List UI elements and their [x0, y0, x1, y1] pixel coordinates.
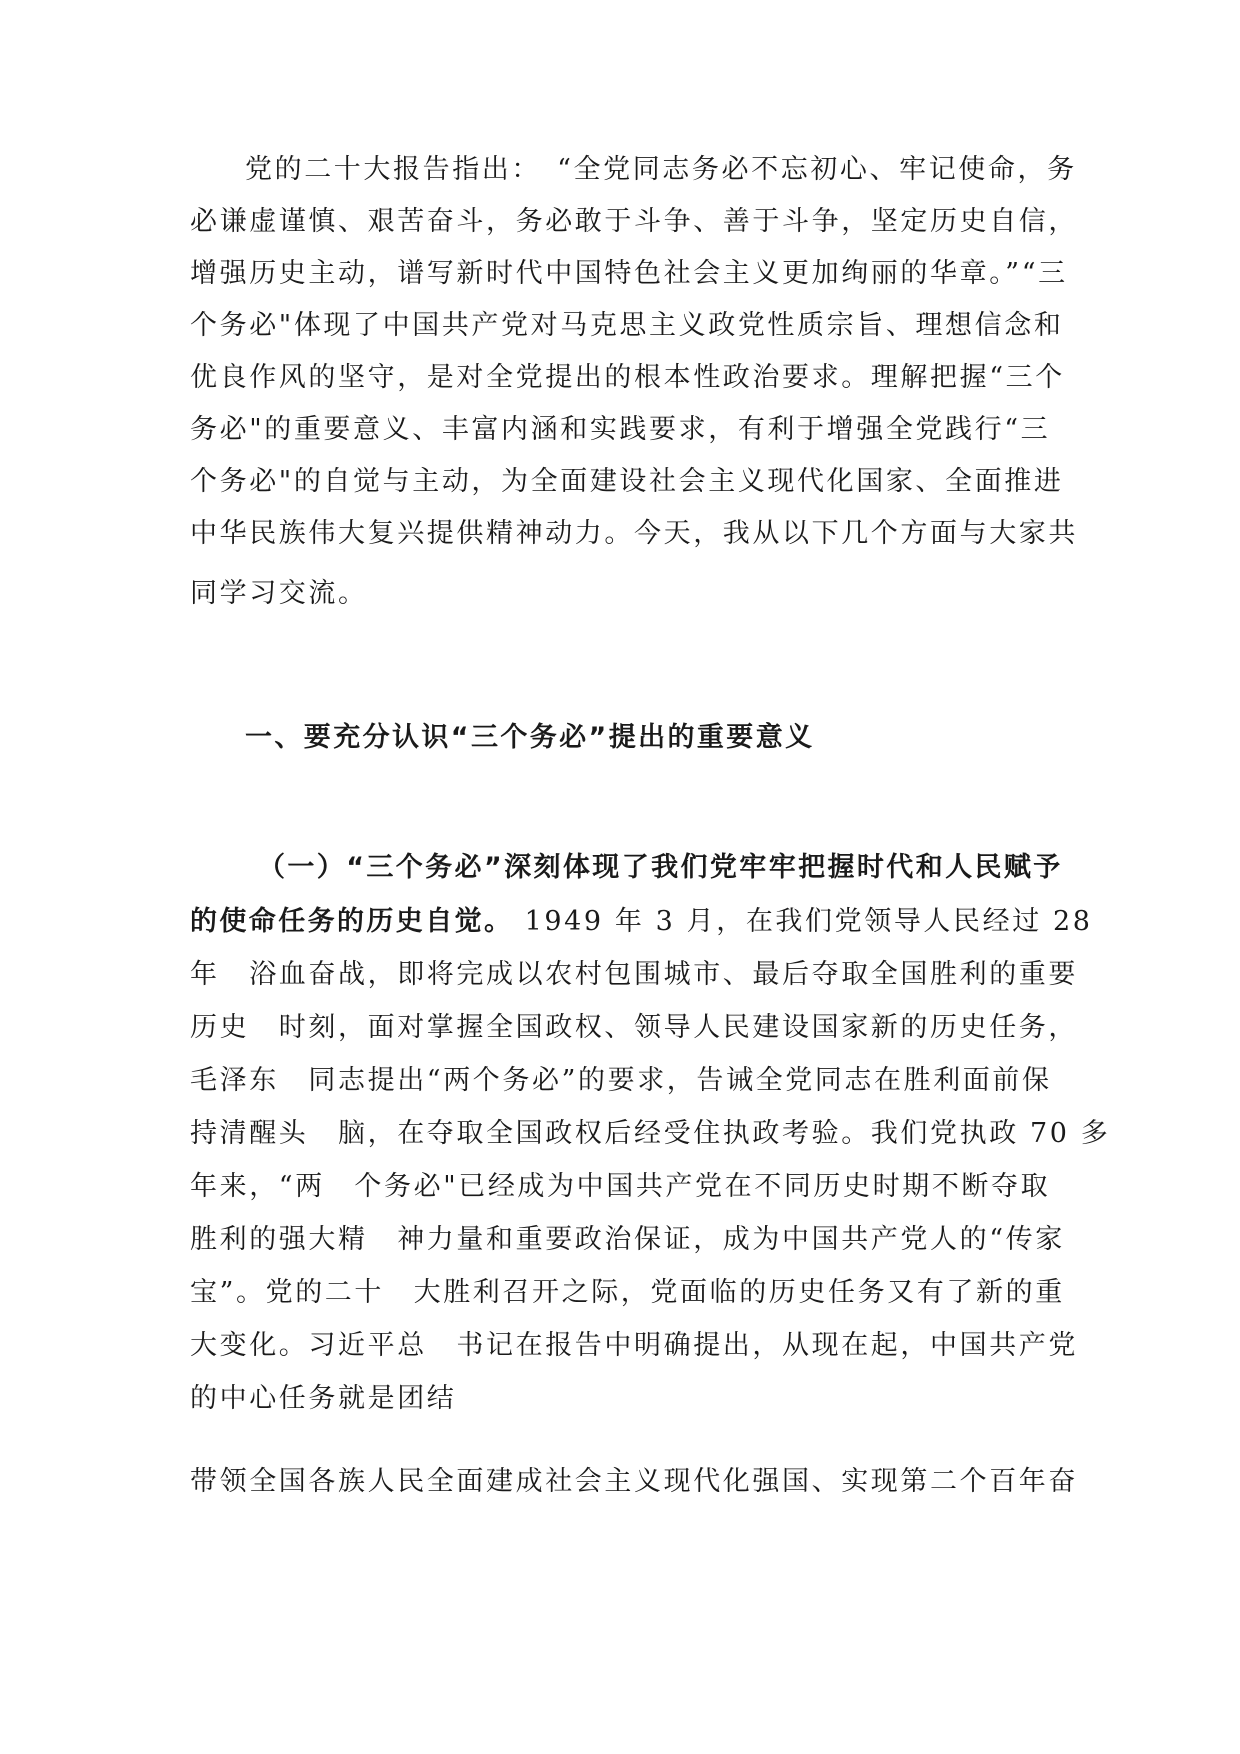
intro-line-4: 个务必"体现了中国共产党对马克思主义政党性质宗旨、理想信念和	[190, 310, 1064, 341]
subsection-line-2	[190, 902, 1093, 942]
intro-line-3: 增强历史主动，谱写新时代中国特色社会主义更加绚丽的华章。”“三	[190, 258, 1068, 289]
body-line-10: 带领全国各族人民全面建成社会主义现代化强国、实现第二个百年奋	[190, 1466, 1078, 1497]
body-line-3: 毛泽东 同志提出“两个务必”的要求，告诫全党同志在胜利面前保	[190, 1065, 1052, 1096]
intro-line-5: 优良作风的坚守，是对全党提出的根本性政治要求。理解把握“三个	[190, 362, 1065, 393]
body-line-2: 历史 时刻，面对掌握全国政权、领导人民建设国家新的历史任务，	[190, 1012, 1078, 1043]
subsection-heading: （一）“三个务必”深刻体现了我们党牢牢把握时代和人民赋予	[258, 852, 1063, 883]
body-line-6: 胜利的强大精 神力量和重要政治保证，成为中国共产党人的“传家	[190, 1224, 1065, 1255]
body-line-1: 年 浴血奋战，即将完成以农村包围城市、最后夺取全国胜利的重要	[190, 959, 1078, 990]
intro-line-8: 中华民族伟大复兴提供精神动力。今天，我从以下几个方面与大家共	[190, 518, 1078, 549]
body-text-start: 1949 年 3 月，在我们党领导人民经过 28	[513, 906, 1093, 937]
intro-line-7: 个务必"的自觉与主动，为全面建设社会主义现代化国家、全面推进	[190, 466, 1064, 497]
section-heading: 一、要充分认识“三个务必”提出的重要意义	[245, 722, 815, 753]
intro-line-1: 党的二十大报告指出： “全党同志务必不忘初心、牢记使命，务	[245, 154, 1077, 185]
subsection-heading-continued: 的使命任务的历史自觉。	[190, 906, 514, 937]
body-line-8: 大变化。习近平总 书记在报告中明确提出，从现在起，中国共产党	[190, 1330, 1078, 1361]
intro-line-6: 务必"的重要意义、丰富内涵和实践要求，有利于增强全党践行“三	[190, 414, 1051, 445]
intro-line-2: 必谦虚谨慎、艰苦奋斗，务必敢于斗争、善于斗争，坚定历史自信，	[190, 206, 1078, 237]
intro-line-9: 同学习交流。	[190, 578, 368, 609]
body-line-4: 持清醒头 脑，在夺取全国政权后经受住执政考验。我们党执政 70 多	[190, 1118, 1111, 1149]
body-line-5: 年来，“两 个务必"已经成为中国共产党在不同历史时期不断夺取	[190, 1171, 1051, 1202]
body-line-9: 的中心任务就是团结	[190, 1383, 457, 1414]
body-line-7: 宝”。党的二十 大胜利召开之际，党面临的历史任务又有了新的重	[190, 1277, 1065, 1308]
